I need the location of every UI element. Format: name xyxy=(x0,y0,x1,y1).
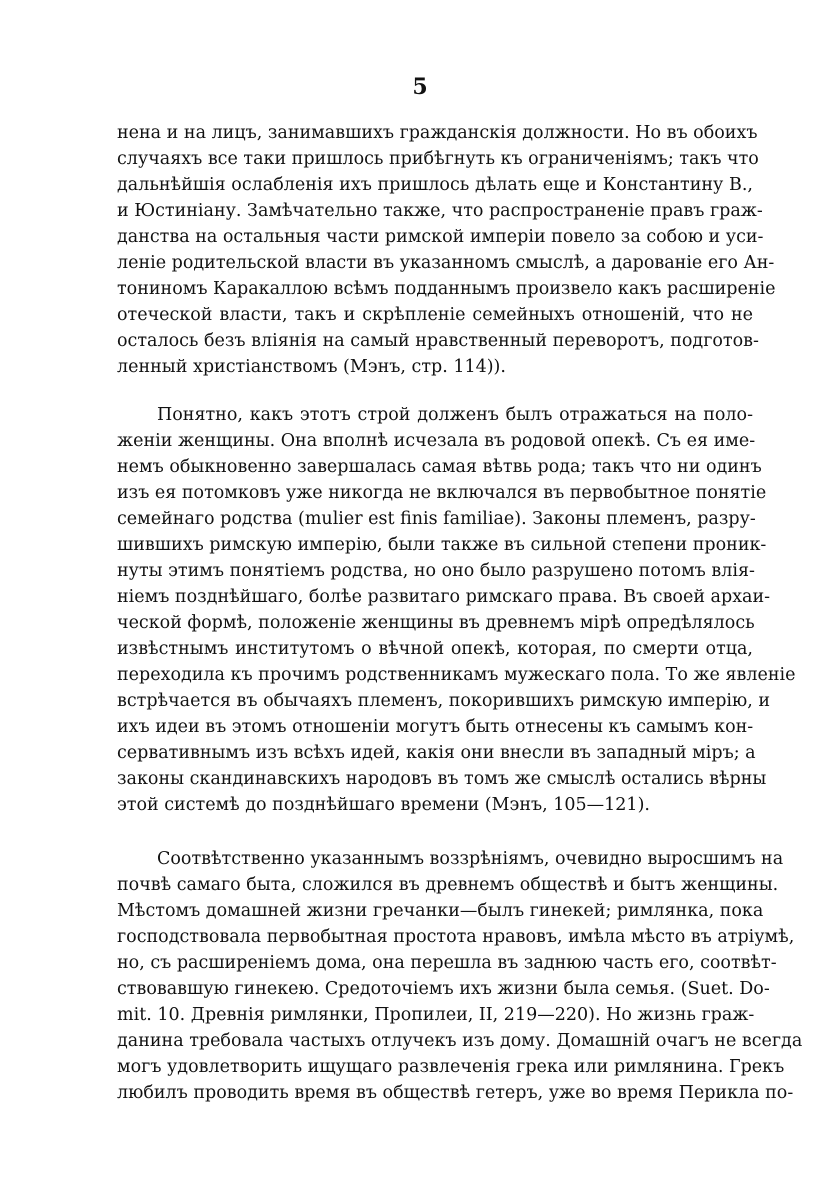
text-line: немъ обыкновенно завершалась самая вѣтвь рода; такъ что ни одинъ xyxy=(117,457,762,477)
text-line: Соотвѣтственно указаннымъ воззрѣніямъ, очевидно выросшимъ на xyxy=(157,849,784,869)
page-number: 5 xyxy=(412,74,428,100)
paragraph-1 xyxy=(117,120,776,380)
text-line: любилъ проводить время въ обществѣ гетеръ, уже во время Перикла по- xyxy=(117,1083,794,1103)
text-line: этой системѣ до позднѣйшаго времени (Мэнъ, 105—121). xyxy=(117,795,650,815)
text-line: ческой формѣ, положеніе женщины въ древнемъ мірѣ опредѣлялось xyxy=(117,613,755,633)
text-line: случаяхъ все таки пришлось прибѣгнуть къ ограниченіямъ; такъ что xyxy=(117,149,759,169)
text-line: данина требовала частыхъ отлучекъ изъ дому. Домашній очагъ не всегда xyxy=(117,1031,803,1051)
text-line: ихъ идеи въ этомъ отношеніи могутъ быть отнесены къ самымъ кон- xyxy=(117,717,754,737)
text-line: семейнаго родства (mulier est finis familiae). Законы племенъ, разру- xyxy=(117,509,756,529)
text-line: но, съ расширеніемъ дома, она перешла въ заднюю часть его, соотвѣт- xyxy=(117,953,777,973)
text-line: шившихъ римскую имперію, были также въ сильной степени проник- xyxy=(117,535,767,555)
text-line: господствовала первобытная простота нравовъ, имѣла мѣсто въ атріумѣ, xyxy=(117,927,795,947)
text-line: законы скандинавскихъ народовъ въ томъ же смыслѣ остались вѣрны xyxy=(117,769,767,789)
text-line: переходила къ прочимъ родственникамъ мужескаго пола. То же явленіе xyxy=(117,665,796,685)
text-line: данства на остальныя части римской имперіи повело за собою и уси- xyxy=(117,227,764,247)
text-line: дальнѣйшія ослабленія ихъ пришлось дѣлать еще и Константину В., xyxy=(117,175,753,195)
text-line: ленный христіанствомъ (Мэнъ, стр. 114)). xyxy=(117,357,506,377)
text-line: и Юстиніану. Замѣчательно также, что распространеніе правъ граж- xyxy=(117,201,763,221)
text-line: нена и на лицъ, занимавшихъ гражданскія должности. Но въ обоихъ xyxy=(117,123,758,143)
text-line: почвѣ самаго быта, сложился въ древнемъ обществѣ и бытъ женщины. xyxy=(117,875,779,895)
text-line: сервативнымъ изъ всѣхъ идей, какія они внесли въ западный міръ; а xyxy=(117,743,756,763)
text-line: могъ удовлетворить ищущаго развлеченія грека или римлянина. Грекъ xyxy=(117,1057,785,1077)
text-line: осталось безъ вліянія на самый нравственный переворотъ, подготов- xyxy=(117,331,759,351)
text-line: женіи женщины. Она вполнѣ исчезала въ родовой опекѣ. Съ ея име- xyxy=(117,431,756,451)
paragraph-3 xyxy=(117,846,803,1106)
text-line: ствовавшую гинекею. Средоточіемъ ихъ жизни была семья. (Suet. Do- xyxy=(117,979,770,999)
text-line: mit. 10. Древнія римлянки, Пропилеи, II, 219—220). Но жизнь граж- xyxy=(117,1005,755,1025)
text-line: тониномъ Каракаллою всѣмъ подданнымъ произвело какъ расширеніе xyxy=(117,279,776,299)
text-line: отеческой власти, такъ и скрѣпленіе семейныхъ отношеній, что не xyxy=(117,305,753,325)
text-line: нуты этимъ понятіемъ родства, но оно было разрушено потомъ влія- xyxy=(117,561,755,581)
text-line: изъ ея потомковъ уже никогда не включался въ первобытное понятіе xyxy=(117,483,767,503)
text-line: Мѣстомъ домашней жизни гречанки—былъ гинекей; римлянка, пока xyxy=(117,901,764,921)
text-line: леніе родительской власти въ указанномъ смыслѣ, а дарованіе его Ан- xyxy=(117,253,775,273)
text-line: ніемъ позднѣйшаго, болѣе развитаго римскаго права. Въ своей архаи- xyxy=(117,587,771,607)
text-line: Понятно, какъ этотъ строй долженъ былъ отражаться на поло- xyxy=(157,405,753,425)
paragraph-2 xyxy=(117,402,796,818)
text-line: встрѣчается въ обычаяхъ племенъ, покорившихъ римскую имперію, и xyxy=(117,691,771,711)
text-line: извѣстнымъ институтомъ о вѣчной опекѣ, которая, по смерти отца, xyxy=(117,639,753,659)
